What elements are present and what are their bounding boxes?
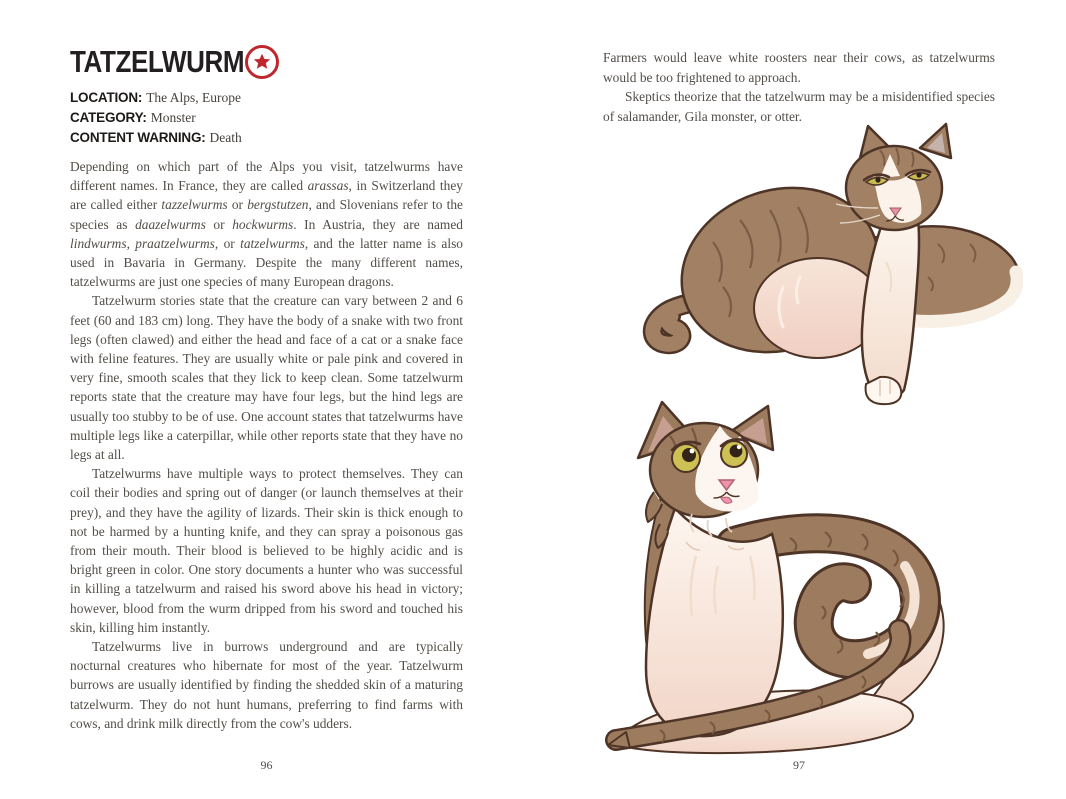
body-text: . In Austria, they are named bbox=[293, 216, 463, 232]
body-paragraph bbox=[70, 291, 463, 464]
body-text: , and the latter name is also used in Bavaria in Germany. Despite the many different names, tatzelwurms are just one species of many European dragons. bbox=[70, 235, 463, 290]
body-text: or bbox=[227, 197, 248, 213]
metadata-label: LOCATION: bbox=[70, 90, 143, 105]
metadata-label: CONTENT WARNING: bbox=[70, 130, 206, 145]
metadata-field bbox=[70, 128, 463, 148]
body-text: , in Switzerland they are called either bbox=[70, 178, 463, 213]
metadata-field bbox=[70, 108, 463, 128]
species-name-italic: tatzelwurms bbox=[240, 235, 305, 251]
body-text: , bbox=[126, 235, 136, 251]
page-number-right: 97 bbox=[793, 758, 805, 772]
species-name-italic: bergstutzen bbox=[247, 197, 309, 213]
body-text: , and Slovenians refer to the species as bbox=[70, 197, 463, 232]
body-paragraph bbox=[70, 157, 463, 291]
star-icon bbox=[245, 45, 279, 79]
species-name-italic: hockwurms bbox=[232, 216, 294, 232]
metadata-value: Death bbox=[209, 130, 242, 145]
body-paragraph bbox=[70, 464, 463, 637]
metadata-value: Monster bbox=[150, 110, 196, 125]
metadata-field bbox=[70, 88, 463, 108]
body-text: Skeptics theorize that the tatzelwurm may be a misidentified species of salamander, Gila monster, or otter. bbox=[603, 89, 995, 124]
metadata-label: CATEGORY: bbox=[70, 110, 147, 125]
tatzelwurm-sitting-illustration bbox=[628, 112, 1023, 407]
species-name-italic: lindwurms bbox=[70, 235, 127, 251]
body-text: Farmers would leave white roosters near their cows, as tatzelwurms would be too frightened to approach. bbox=[603, 50, 995, 85]
page-number-left: 96 bbox=[260, 758, 273, 772]
page-title: TATZELWURM bbox=[70, 44, 245, 79]
star-icon-glyph bbox=[252, 52, 272, 72]
species-name-italic: praatzelwurms bbox=[135, 235, 215, 251]
body-text: Depending on which part of the Alps you visit, tatzelwurms have different names. In France, they are called bbox=[70, 159, 463, 194]
body-paragraph bbox=[603, 48, 995, 87]
body-text: Tatzelwurm stories state that the creature can vary between 2 and 6 feet (60 and 183 cm) long. They have the body of a snake with two front legs (often clawed) and either the head and face of a cat or a snake face with feline features. They are usually white or pale pink and covered in very fine, smooth scales that they lick to keep clean. Some tatzelwurm reports state that the creature may have four legs, but the hind legs are usually too stubby to be of use. One account states that tatzelwurms have multiple legs like a caterpillar, while other reports state that they have no legs at all. bbox=[70, 293, 463, 463]
body-text: Tatzelwurms live in burrows underground and are typically nocturnal creatures who hibernate for most of the year. Tatzelwurm burrows are usually identified by finding the shedded skin of a maturing tatzelwurm. They do not hunt humans, preferring to find farms with cows, and drink milk directly from the cow's udders. bbox=[70, 639, 463, 731]
species-name-italic: tazzelwurms bbox=[161, 197, 228, 213]
body-text: or bbox=[205, 216, 233, 232]
species-name-italic: daazelwurms bbox=[135, 216, 206, 232]
body-paragraph bbox=[70, 637, 463, 733]
body-text: , or bbox=[214, 235, 241, 251]
metadata-value: The Alps, Europe bbox=[146, 90, 242, 105]
left-page-body-text bbox=[70, 157, 463, 733]
tatzelwurm-serpent-illustration bbox=[600, 396, 1040, 764]
entry-metadata bbox=[70, 88, 463, 148]
species-name-italic: arassas bbox=[307, 178, 349, 194]
body-text: Tatzelwurms have multiple ways to protect themselves. They can coil their bodies and spring out of danger (or launch themselves at their prey), and they have the agility of lizards. Their skin is thick enough to not be harmed by a hunting knife, and they can spray a poisonous gas from their mouth. Their blood is believed to be highly acidic and is bright green in color. One story documents a hunter who was successful in killing a tatzelwurm and raised his sword above his head in victory; however, blood from the wurm dripped from his sword and touched his skin, killing him instantly. bbox=[70, 466, 463, 635]
